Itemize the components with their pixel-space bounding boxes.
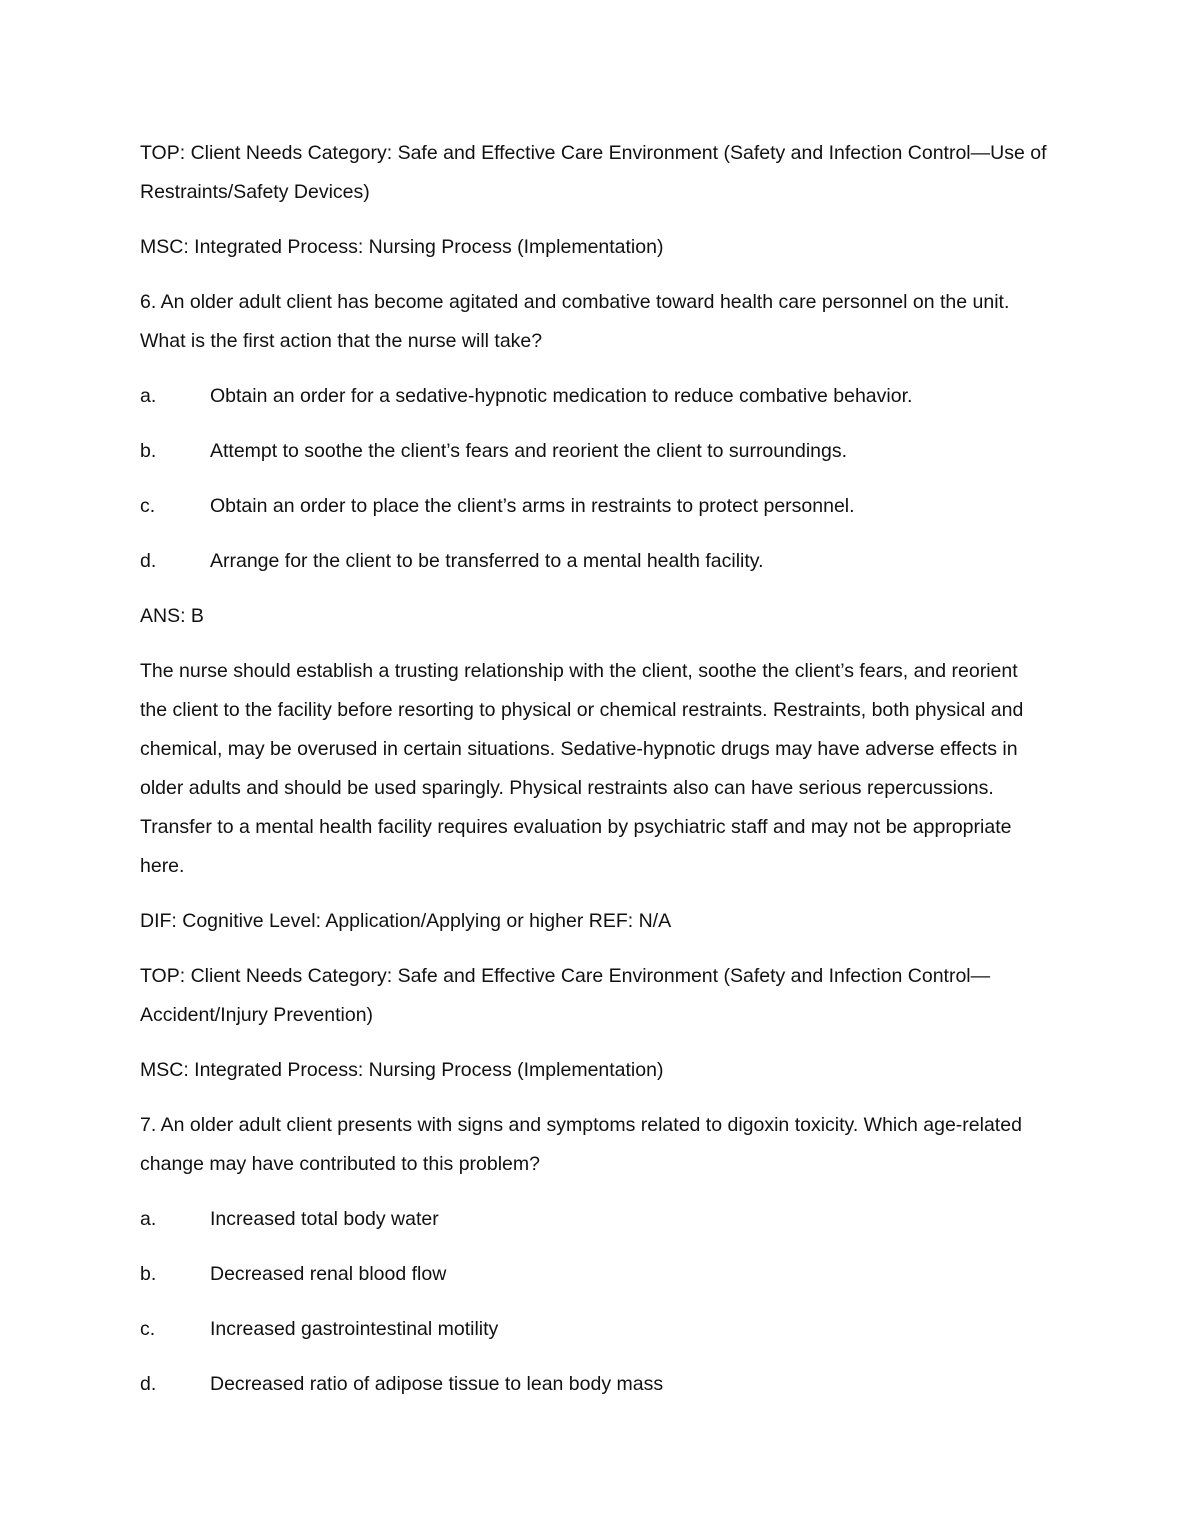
q6-option-d (140, 542, 1050, 581)
q7-option-b (140, 1255, 1050, 1294)
q7-option-d (140, 1365, 1050, 1404)
option-letter: c. (140, 1318, 156, 1340)
q7-option-a (140, 1200, 1050, 1239)
q6-option-b (140, 432, 1050, 471)
option-text: Decreased ratio of adipose tissue to lean body mass (210, 1373, 664, 1395)
topic-line: TOP: Client Needs Category: Safe and Effective Care Environment (Safety and Infection Control— Accident/Injury Prevention) (140, 965, 991, 1026)
option-letter: a. (140, 385, 157, 407)
q6-option-c (140, 487, 1050, 526)
msc-line: MSC: Integrated Process: Nursing Process (Implementation) (140, 236, 664, 258)
option-text: Obtain an order for a sedative-hypnotic medication to reduce combative behavior. (210, 385, 913, 407)
option-text: Increased total body water (210, 1208, 439, 1230)
question-7: 7. An older adult client presents with signs and symptoms related to digoxin toxicity. Which age-related change may have contributed to this problem? (140, 1114, 1022, 1175)
difficulty-line: DIF: Cognitive Level: Application/Applying or higher REF: N/A (140, 910, 672, 932)
question-6: 6. An older adult client has become agitated and combative toward health care personnel on the unit. What is the first action that the nurse will take? (140, 291, 1010, 352)
option-letter: a. (140, 1208, 157, 1230)
option-letter: d. (140, 1373, 157, 1395)
rationale-paragraph: The nurse should establish a trusting relationship with the client, soothe the client’s fears, and reorient the client to the facility before resorting to physical or chemical restraints. Restraints, both physical and chemical, may be overused in certain situations. Sedative-hypnotic drugs may have adverse effects in older adults and should be used sparingly. Physical restraints also can have serious repercussions. Transfer to a mental health facility requires evaluation by psychiatric staff and may not be appropriate here. (140, 660, 1024, 877)
option-letter: c. (140, 495, 156, 517)
option-letter: b. (140, 440, 157, 462)
option-text: Arrange for the client to be transferred to a mental health facility. (210, 550, 764, 572)
answer-line: ANS: B (140, 605, 204, 627)
option-letter: b. (140, 1263, 157, 1285)
q6-option-a (140, 377, 1050, 416)
topic-line: TOP: Client Needs Category: Safe and Effective Care Environment (Safety and Infection Control—Use of Restraints/Safety Devices) (140, 142, 1047, 203)
q7-option-c (140, 1310, 1050, 1349)
option-text: Attempt to soothe the client’s fears and reorient the client to surroundings. (210, 440, 848, 462)
msc-line: MSC: Integrated Process: Nursing Process (Implementation) (140, 1059, 664, 1081)
option-letter: d. (140, 550, 157, 572)
option-text: Obtain an order to place the client’s arms in restraints to protect personnel. (210, 495, 855, 517)
document-page (140, 134, 1050, 1420)
option-text: Increased gastrointestinal motility (210, 1318, 499, 1340)
option-text: Decreased renal blood flow (210, 1263, 447, 1285)
